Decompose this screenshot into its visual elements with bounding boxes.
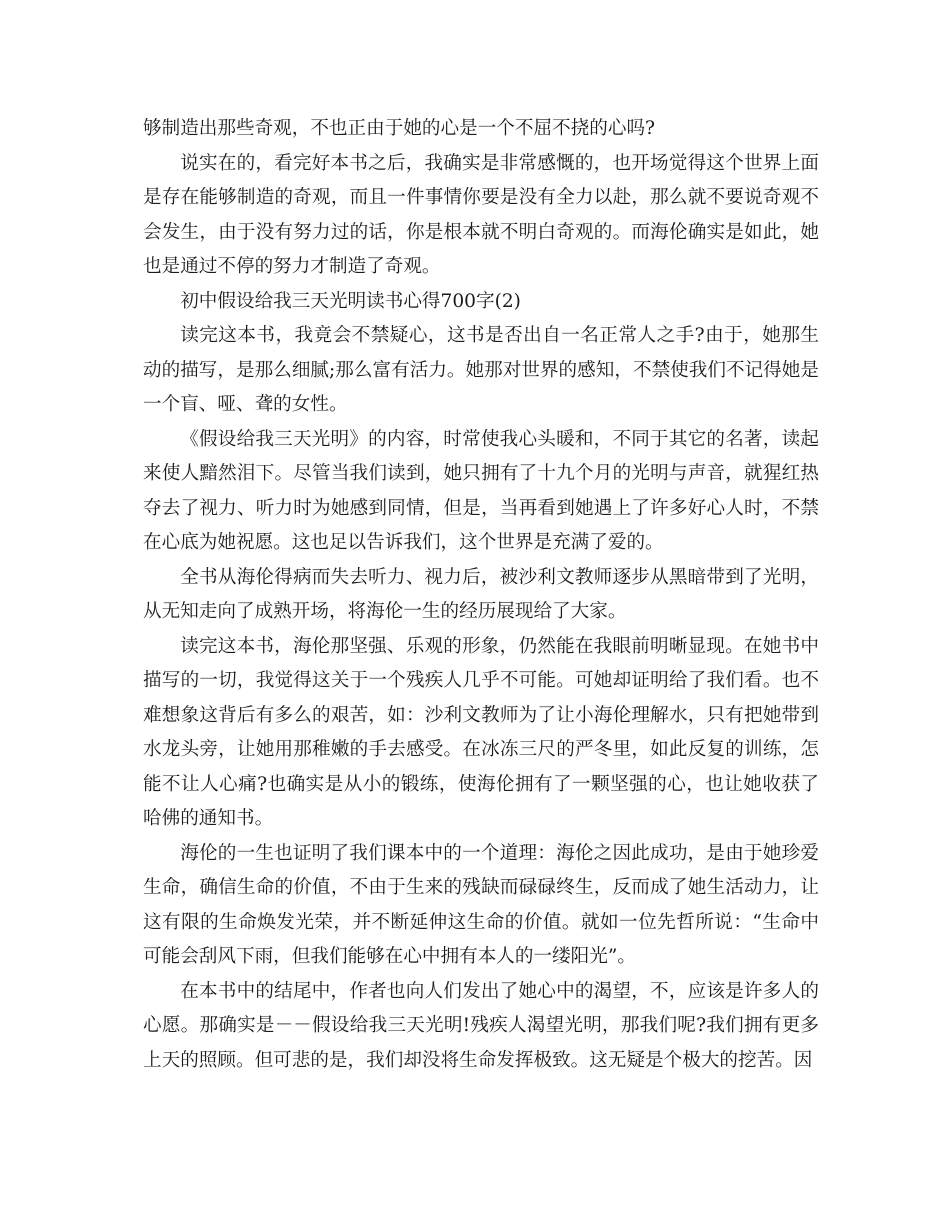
section-heading: 初中假设给我三天光明读书心得700字(2) <box>180 290 521 312</box>
paragraph: 够制造出那些奇观，不也正由于她的心是一个不屈不挠的心吗? <box>143 118 656 139</box>
paragraph: 在本书中的结尾中，作者也向人们发出了她心中的渴望，不，应该是许多人的心愿。那确实是－－假设给我三天光明!残疾人渴望光明，那我们呢?我们拥有更多上天的照顾。但可悲的是，我们却没将生命发挥极致。这无疑是个极大的挖苦。因 <box>143 980 819 1071</box>
document-page <box>143 112 819 1078</box>
paragraph: 海伦的一生也证明了我们课本中的一个道理：海伦之因此成功，是由于她珍爱生命，确信生命的价值，不由于生来的残缺而碌碌终生，反而成了她生活动力，让这有限的生命焕发光荣，并不断延伸这生命的价值。就如一位先哲所说：“生命中可能会刮风下雨，但我们能够在心中拥有本人的一缕阳光”。 <box>143 842 819 967</box>
paragraph: 《假设给我三天光明》的内容，时常使我心头暖和，不同于其它的名著，读起来使人黯然泪下。尽管当我们读到，她只拥有了十九个月的光明与声音，就猩红热夺去了视力、听力时为她感到同情，但是，当再看到她遇上了许多好心人时，不禁在心底为她祝愿。这也足以告诉我们，这个世界是充满了爱的。 <box>143 428 819 553</box>
paragraph: 读完这本书，我竟会不禁疑心，这书是否出自一名正常人之手?由于，她那生动的描写，是那么细腻;那么富有活力。她那对世界的感知，不禁使我们不记得她是一个盲、哑、聋的女性。 <box>143 325 819 415</box>
paragraph: 全书从海伦得病而失去听力、视力后，被沙利文教师逐步从黑暗带到了光明，从无知走向了成熟开场，将海伦一生的经历展现给了大家。 <box>143 566 819 622</box>
paragraph: 读完这本书，海伦那坚强、乐观的形象，仍然能在我眼前明晰显现。在她书中描写的一切，我觉得这关于一个残疾人几乎不可能。可她却证明给了我们看。也不难想象这背后有多么的艰苦，如：沙利文教师为了让小海伦理解水，只有把她带到水龙头旁，让她用那稚嫩的手去感受。在冰冻三尺的严冬里，如此反复的训练，怎能不让人心痛?也确实是从小的锻练，使海伦拥有了一颗坚强的心，也让她收获了哈佛的通知书。 <box>143 635 819 829</box>
paragraph: 说实在的，看完好本书之后，我确实是非常感慨的，也开场觉得这个世界上面是存在能够制造的奇观，而且一件事情你要是没有全力以赴，那么就不要说奇观不会发生，由于没有努力过的话，你是根本就不明白奇观的。而海伦确实是如此，她也是通过不停的努力才制造了奇观。 <box>143 152 819 277</box>
